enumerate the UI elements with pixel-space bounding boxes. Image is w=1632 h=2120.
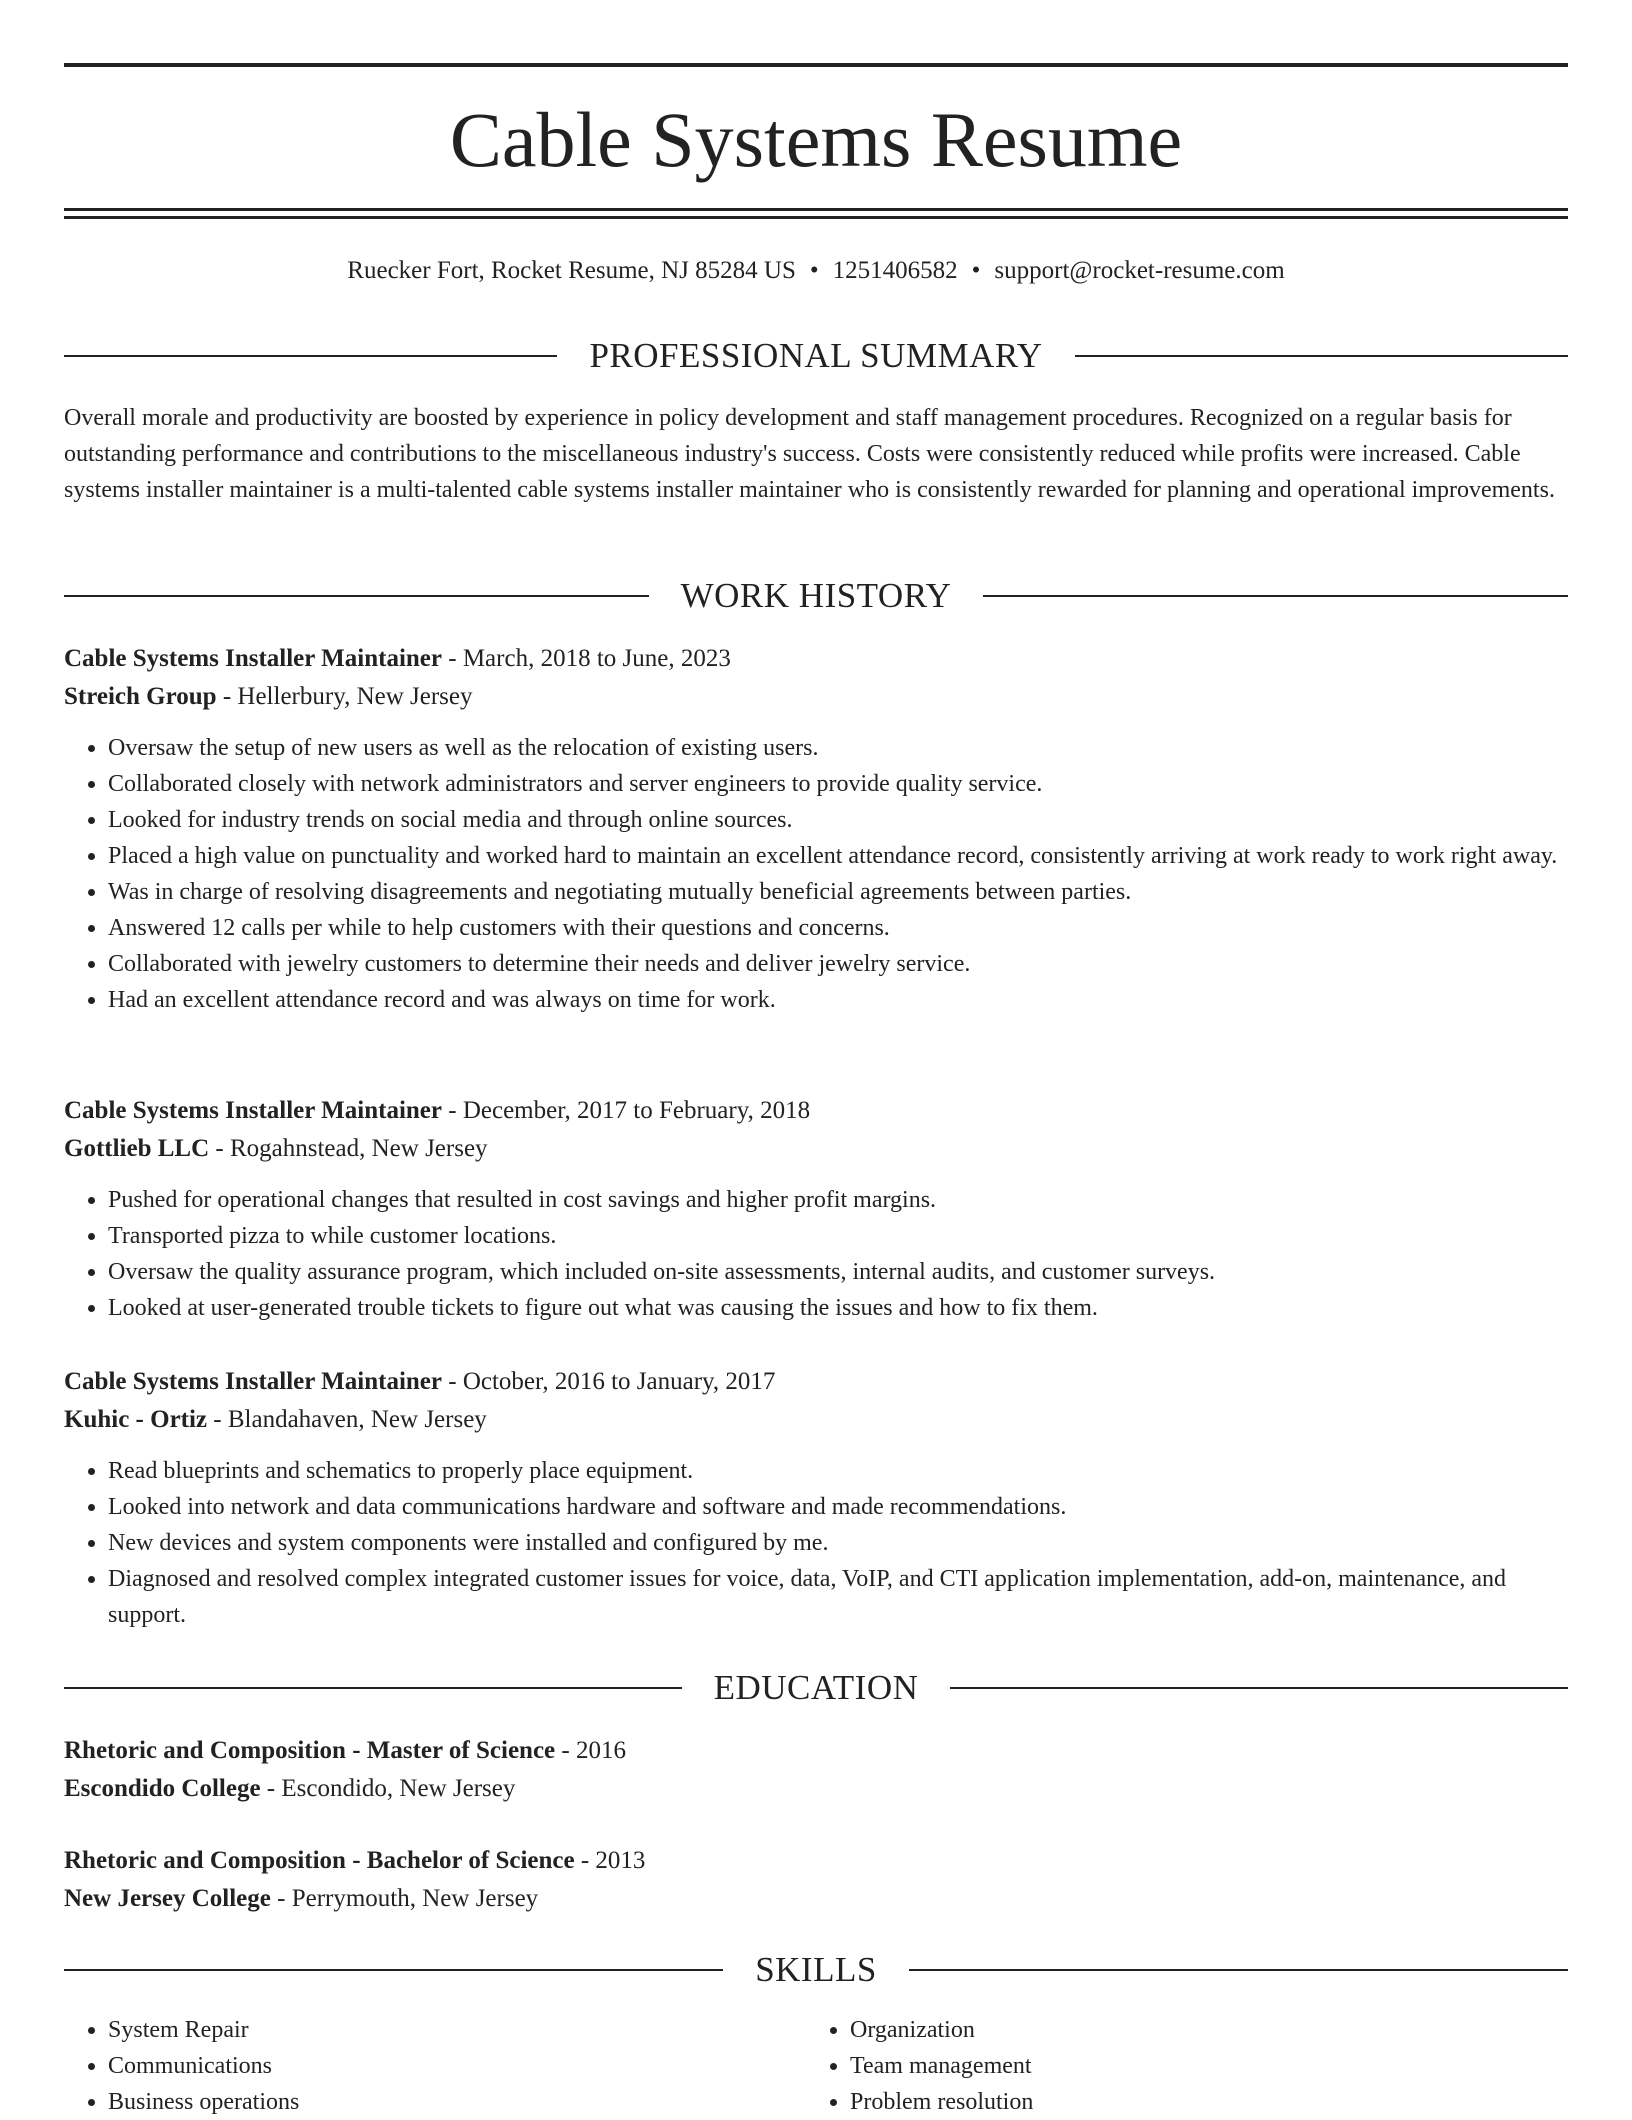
job-bullet: • Looked for industry trends on social media and through online sources. — [108, 802, 1568, 838]
job-bullet: • Oversaw the quality assurance program, which included on-site assessments, internal audits, and customer surveys. — [108, 1254, 1568, 1290]
job-company: Kuhic - Ortiz — [64, 1406, 208, 1433]
section-rule-left — [64, 1687, 682, 1689]
job-title: Cable Systems Installer Maintainer — [64, 645, 442, 672]
job-title: Cable Systems Installer Maintainer — [64, 1368, 442, 1395]
section-header-education — [64, 1666, 1568, 1710]
job-entry — [64, 1363, 1568, 1633]
job-bullets — [64, 1182, 1568, 1326]
job-bullet: • Collaborated with jewelry customers to determine their needs and deliver jewelry service. — [108, 946, 1568, 982]
section-header-summary — [64, 334, 1568, 378]
section-header-skills — [64, 1948, 1568, 1992]
job-bullet: • Looked into network and data communications hardware and software and made recommendations. — [108, 1489, 1568, 1525]
job-dates: - October, 2016 to January, 2017 — [442, 1368, 776, 1395]
section-rule-right — [909, 1969, 1568, 1971]
skill-item: • Business operations — [108, 2084, 806, 2120]
job-bullet: • Oversaw the setup of new users as well as the relocation of existing users. — [108, 730, 1568, 766]
education-degree-line — [64, 1732, 1568, 1770]
job-bullet: • Collaborated closely with network administrators and server engineers to provide quality service. — [108, 766, 1568, 802]
education-degree-line — [64, 1842, 1568, 1880]
contact-line — [64, 254, 1568, 288]
contact-separator: • — [809, 257, 819, 284]
job-title-line — [64, 1363, 1568, 1401]
job-entry — [64, 640, 1568, 1018]
job-company-line — [64, 1130, 1568, 1168]
job-title-line — [64, 1092, 1568, 1130]
job-entry — [64, 1092, 1568, 1326]
section-rule-right — [950, 1687, 1568, 1689]
job-title: Cable Systems Installer Maintainer — [64, 1097, 442, 1124]
education-entry — [64, 1732, 1568, 1808]
skill-item: • System Repair — [108, 2012, 806, 2048]
education-school-line — [64, 1880, 1568, 1918]
job-company-line — [64, 678, 1568, 716]
section-header-work-history — [64, 574, 1568, 618]
section-rule-left — [64, 1969, 723, 1971]
job-bullets — [64, 730, 1568, 1018]
section-rule-left — [64, 595, 649, 597]
job-bullet: • Was in charge of resolving disagreements and negotiating mutually beneficial agreements between parties. — [108, 874, 1568, 910]
contact-phone: 1251406582 — [832, 257, 958, 284]
contact-separator: • — [971, 257, 981, 284]
summary-text: Overall morale and productivity are boosted by experience in policy development and staff management procedures. Recognized on a regular basis for outstanding performance and contributions to the miscellaneous industry's success. Costs were consistently reduced while profits were increased. Cable systems installer maintainer is a multi-talented cable systems installer maintainer who is consistently rewarded for planning and operational improvements. — [64, 405, 1555, 503]
job-location: - Blandahaven, New Jersey — [207, 1406, 487, 1433]
skills-column-right — [806, 2012, 1548, 2120]
job-bullet: • Had an excellent attendance record and was always on time for work. — [108, 982, 1568, 1018]
education-school: New Jersey College — [64, 1885, 271, 1912]
section-title: SKILLS — [755, 1950, 877, 1989]
job-location: - Hellerbury, New Jersey — [216, 683, 473, 710]
job-title-line — [64, 640, 1568, 678]
section-rule-left — [64, 355, 557, 357]
skills-column-left — [64, 2012, 806, 2120]
section-title: EDUCATION — [713, 1668, 919, 1707]
title-rule-upper — [64, 208, 1568, 211]
job-bullet: • Placed a high value on punctuality and worked hard to maintain an excellent attendance record, consistently arriving at work ready to work right away. — [108, 838, 1568, 874]
section-title: WORK HISTORY — [680, 576, 952, 615]
skill-item: • Team management — [850, 2048, 1548, 2084]
education-entry — [64, 1842, 1568, 1918]
skill-item: • Problem resolution — [850, 2084, 1548, 2120]
education-school: Escondido College — [64, 1775, 261, 1802]
job-location: - Rogahnstead, New Jersey — [209, 1135, 488, 1162]
section-rule-right — [983, 595, 1568, 597]
job-bullet: • Transported pizza to while customer locations. — [108, 1218, 1568, 1254]
education-location: - Perrymouth, New Jersey — [270, 1885, 539, 1912]
resume-title: Cable Systems Resume — [449, 96, 1183, 183]
job-company: Gottlieb LLC — [64, 1135, 210, 1162]
section-rule-right — [1075, 355, 1568, 357]
education-year: - 2013 — [574, 1847, 646, 1874]
skills-list — [64, 2012, 1568, 2120]
education-location: - Escondido, New Jersey — [260, 1775, 516, 1802]
job-bullet: • Read blueprints and schematics to properly place equipment. — [108, 1453, 1568, 1489]
skill-item: • Communications — [108, 2048, 806, 2084]
education-degree: Rhetoric and Composition - Bachelor of Science — [64, 1847, 575, 1874]
job-company: Streich Group — [64, 683, 217, 710]
contact-address: Ruecker Fort, Rocket Resume, NJ 85284 US — [347, 257, 796, 284]
top-rule — [64, 63, 1568, 67]
education-school-line — [64, 1770, 1568, 1808]
job-bullet: • Answered 12 calls per while to help customers with their questions and concerns. — [108, 910, 1568, 946]
title-rule-lower — [64, 216, 1568, 219]
contact-email: support@rocket-resume.com — [994, 257, 1285, 284]
job-bullet: • New devices and system components were installed and configured by me. — [108, 1525, 1568, 1561]
education-degree: Rhetoric and Composition - Master of Science — [64, 1737, 556, 1764]
job-bullet: • Diagnosed and resolved complex integrated customer issues for voice, data, VoIP, and CTI application implementation, add-on, maintenance, and support. — [108, 1561, 1568, 1633]
skill-item: • Organization — [850, 2012, 1548, 2048]
section-title: PROFESSIONAL SUMMARY — [589, 336, 1043, 375]
job-company-line — [64, 1401, 1568, 1439]
job-bullets — [64, 1453, 1568, 1633]
job-bullet: • Pushed for operational changes that resulted in cost savings and higher profit margins. — [108, 1182, 1568, 1218]
job-bullet: • Looked at user-generated trouble tickets to figure out what was causing the issues and how to fix them. — [108, 1290, 1568, 1326]
job-dates: - December, 2017 to February, 2018 — [442, 1097, 811, 1124]
education-year: - 2016 — [555, 1737, 626, 1764]
job-dates: - March, 2018 to June, 2023 — [442, 645, 731, 672]
